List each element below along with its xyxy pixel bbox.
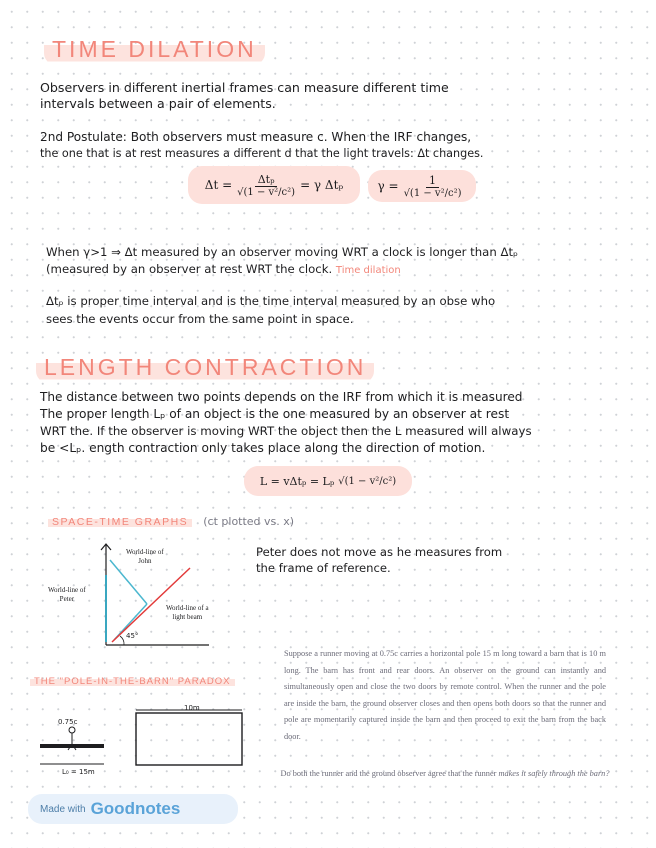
eq1-numerator: Δtₚ xyxy=(255,173,278,187)
lc-line-4: be <Lₚ. ength contraction only takes place along the direction of motion. xyxy=(40,441,486,455)
heading-spacetime: SPACE-TIME GRAPHS xyxy=(48,515,192,529)
eq2-numerator: 1 xyxy=(426,174,439,188)
peter-label-line-1: World-line of xyxy=(48,586,86,594)
eq2-denominator: √(1 − v²/c²) xyxy=(403,187,462,199)
eq1-fraction xyxy=(234,173,298,198)
proper-line-1: Δtₚ is proper time interval and is the time interval measured by an obse who xyxy=(46,294,496,308)
proper-line-2: sees the events occur from the same point in space. xyxy=(46,312,354,326)
john-label xyxy=(126,548,164,566)
heading-length-contraction: LENGTH CONTRACTION xyxy=(36,352,374,383)
postulate-line-1: 2nd Postulate: Both observers must measure c. When the IRF changes, xyxy=(40,130,472,144)
barn-rect xyxy=(136,713,242,765)
time-dilation-equation xyxy=(188,166,360,204)
barn-length-label: 10m xyxy=(184,704,200,712)
angle-arc xyxy=(120,636,124,645)
intro-line-1: Observers in different inertial frames can measure different time xyxy=(40,80,449,95)
when-line-1: When γ>1 ⇒ Δt measured by an observer moving WRT a clock is longer than Δtₚ xyxy=(46,245,519,259)
paradox-paragraph: Suppose a runner moving at 0.75c carries a horizontal pole 15 m long toward a barn that is 10 m long. The barn has front and rear doors. An observer on the ground can instantly and simultaneously open and close the two doors by remote control. When the runner and the pole are inside the barn, the ground observer closes and then opens both doors so that the runner and pole are momentarily captured inside the barn and then proceed to exit the barn from the back door. xyxy=(284,649,606,741)
angle-label: 45° xyxy=(126,632,139,640)
peter-text-line-2: the frame of reference. xyxy=(256,561,391,575)
length-contraction-equation xyxy=(244,466,412,496)
runner-speed-label: 0.75c xyxy=(58,718,78,726)
spacetime-note: (ct plotted vs. x) xyxy=(203,515,295,528)
question-emphasis: makes it safely through the barn? xyxy=(498,769,610,778)
eq2-fraction xyxy=(401,174,465,199)
question-prefix: Do both the runner and the ground observer agree that the runner xyxy=(280,769,497,778)
lc-line-2: The proper length Lₚ of an object is the one measured by an observer at rest xyxy=(40,407,510,421)
spacetime-heading-row xyxy=(48,510,294,529)
heading-pole-barn: THE "POLE-IN-THE-BARN" PARADOX xyxy=(30,675,235,688)
john-world-line xyxy=(110,560,147,604)
john-label-line-2: John xyxy=(138,557,152,565)
peter-label-line-2: Peter xyxy=(59,595,75,603)
lc-line-3: WRT the. If the observer is moving WRT the object then the L measured will always xyxy=(40,424,532,438)
light-beam-label xyxy=(166,604,209,622)
pole-length-label: L₀ = 15m xyxy=(62,768,95,776)
postulate-line-2: the one that is at rest measures a different d that the light travels: Δt changes. xyxy=(40,147,484,160)
eq1-lhs: Δt = xyxy=(204,178,233,192)
made-with-text: Made with xyxy=(40,803,86,815)
intro-line-2: intervals between a pair of elements. xyxy=(40,96,276,111)
peter-text-line-1: Peter does not move as he measures from xyxy=(256,545,503,559)
gamma-equation xyxy=(368,170,476,202)
lc-eq-lhs: L = vΔtₚ = Lₚ xyxy=(259,474,335,488)
paradox-question xyxy=(280,766,610,781)
goodnotes-logo: Goodnotes xyxy=(90,799,181,818)
peter-label xyxy=(48,586,86,604)
when-line-2-text: (measured by an observer at rest WRT the clock. xyxy=(46,262,333,276)
goodnotes-badge[interactable] xyxy=(28,794,238,824)
lc-eq-radical: √(1 − v²/c²) xyxy=(338,475,397,487)
light-beam-label-line-2: light beam xyxy=(172,613,203,621)
heading-time-dilation: TIME DILATION xyxy=(44,34,265,65)
lc-line-1: The distance between two points depends on the IRF from which it is measured xyxy=(40,390,523,404)
when-line-2 xyxy=(46,261,401,279)
eq1-rhs: = γ Δtₚ xyxy=(300,178,344,192)
runner-head xyxy=(69,727,75,733)
light-beam-label-line-1: World-line of a xyxy=(166,604,209,612)
time-dilation-tag: Time dilation xyxy=(335,265,401,276)
eq1-denominator: √(1 − v²/c²) xyxy=(237,186,296,198)
john-label-line-1: World-line of xyxy=(126,548,164,556)
eq2-lhs: γ = xyxy=(377,179,399,193)
